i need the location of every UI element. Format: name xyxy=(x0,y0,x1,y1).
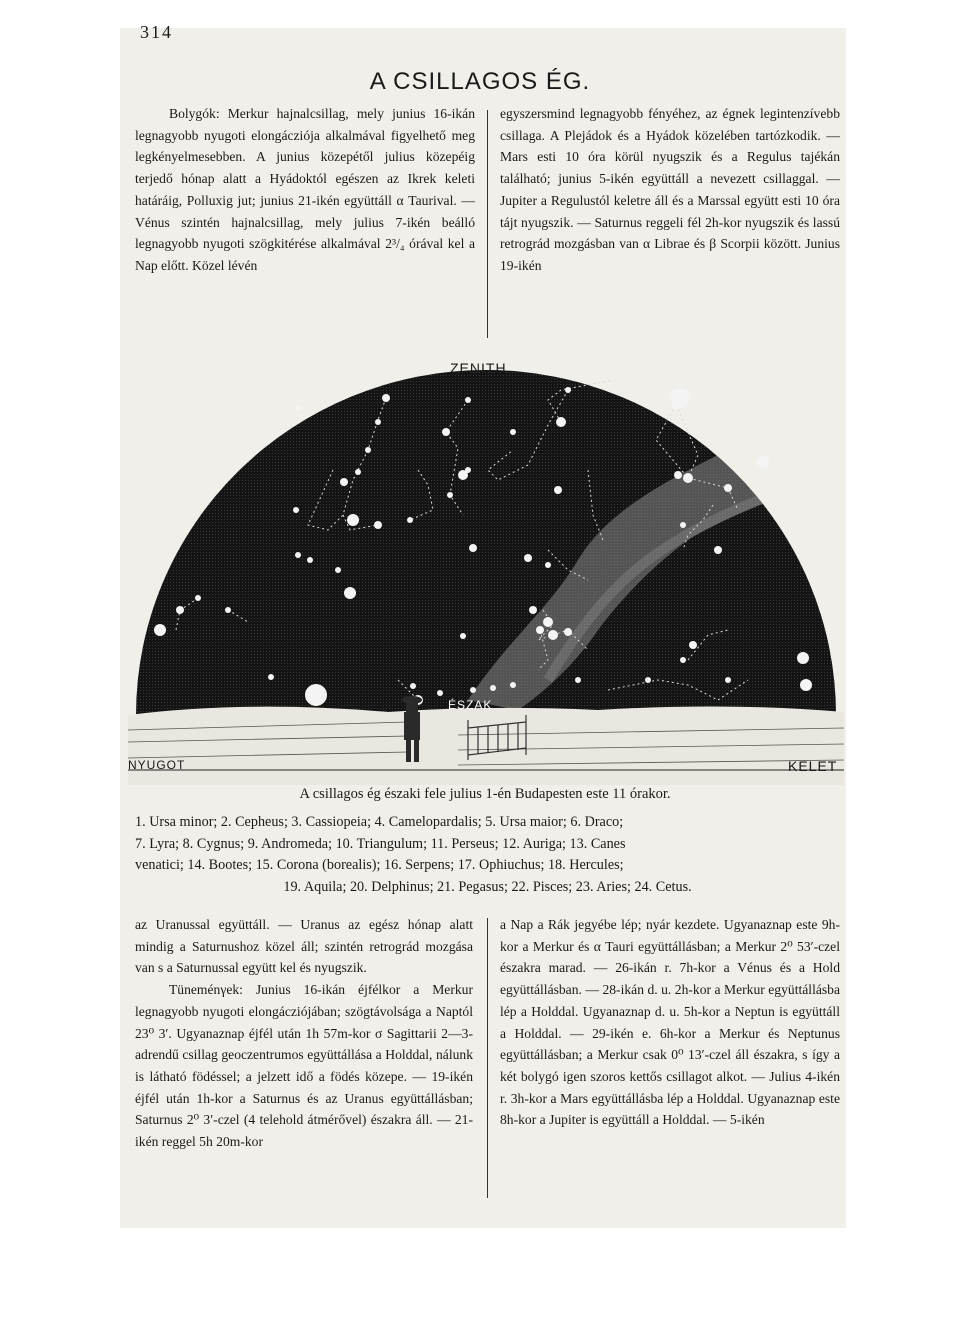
star xyxy=(295,405,301,411)
star xyxy=(307,557,313,563)
paragraph-uranus: az Uranussal együttáll. — Uranus az egész hónap alatt mindig a Saturnushoz közel áll; szintén retrográd mozgása van s a Saturnussal együtt kel és nyugszik. xyxy=(135,917,473,976)
star xyxy=(355,469,361,475)
star xyxy=(545,562,551,568)
star xyxy=(529,606,537,614)
star xyxy=(714,546,722,554)
label-north: ÉSZAK xyxy=(448,698,493,712)
star xyxy=(437,690,443,696)
star xyxy=(800,679,812,691)
star xyxy=(375,419,381,425)
legend-line: venatici; 14. Bootes; 15. Corona (borealis); 16. Serpens; 17. Ophiuchus; 18. Hercules; xyxy=(135,857,624,873)
bottom-right-column xyxy=(500,914,840,1131)
star xyxy=(645,677,651,683)
page-title: A CSILLAGOS ÉG. xyxy=(369,68,591,95)
star xyxy=(374,521,382,529)
star xyxy=(465,397,471,403)
star xyxy=(683,473,693,483)
paragraph-bolygok: Bolygók: Merkur hajnalcsillag, mely junius 16-ikán legnagyobb nyugoti elongácziója alkalmával figyelhető meg legkényelmesebben. A junius közepétől julius közepéig terjedő hónap alatt a Hyádoktól egészen az Ikrek keleti határáig, Polluxig jut; junius 21-ikén együttáll α Taurival. — Vénus szintén hajnalcsillag, mely julius 7-ikén beálló legnagyobb nyugoti szögkitérése alkalmával 2³/₄ órával kel a Nap előtt. Közel lévén xyxy=(135,106,475,273)
star xyxy=(725,677,731,683)
star xyxy=(565,387,571,393)
star xyxy=(225,607,231,613)
star xyxy=(757,456,769,468)
paragraph-tunemenyek: Tüneménγek: Junius 16-ikán éjfélkor a Merkur legnagyobb nyugoti elongácziójában; szögtávolsága a Naptól 23⁰ 3′. Ugyanaznap éjfél után 1h 57m-kor σ Sagittarii 2—3-adrendű csillag geoczentrumos együttállása a Holddal, nálunk is látható födéssel; a jelzett idő a födés közepe. — 19-ikén éjfél után 1h-kor a Saturnus és az Uranus együttállásban; Saturnus 2⁰ 3′-czel (4 telehold átmérővel) északra áll. — 21-ikén reggel 5h 20m-kor xyxy=(135,982,473,1150)
star xyxy=(548,630,558,640)
column-divider-top xyxy=(487,110,488,338)
star xyxy=(680,522,686,528)
page-number: 314 xyxy=(140,22,173,42)
star xyxy=(407,517,413,523)
label-west: NYUGOT xyxy=(128,758,186,772)
star xyxy=(575,677,581,683)
star xyxy=(490,685,496,691)
column-divider-bottom xyxy=(487,918,488,1198)
star xyxy=(293,507,299,513)
star xyxy=(543,617,553,627)
star xyxy=(176,606,184,614)
star xyxy=(295,552,301,558)
legend-line: 7. Lyra; 8. Cygnus; 9. Andromeda; 10. Triangulum; 11. Perseus; 12. Auriga; 13. Canes xyxy=(135,835,626,852)
legend-line: 19. Aquila; 20. Delphinus; 21. Pegasus; 22. Pisces; 23. Aries; 24. Cetus. xyxy=(283,878,692,895)
star xyxy=(382,394,390,402)
star xyxy=(410,683,416,689)
paragraph-rak: a Nap a Rák jegyébe lép; nyár kezdete. Ugyanaznap este 9h-kor a Merkur és α Tauri együttállásban; a Merkur 2⁰ 53′-czel északra marad. — 26-ikán r. 7h-kor a Vénus és a Hold együttállásban. — 28-ikán d. u. 2h-kor a Merkur együttállásba lép a Holddal. Ugyanaznap d. u. 5h-kor a Neptun is együttáll a Holddal. — 29-ikén e. 6h-kor a Merkur és Neptunus együttállásban; a Merkur csak 0⁰ 13′-czel áll északra, s így a két bolygó igen szoros kettős csillagot alkot. — Julius 4-ikén r. 3h-kor a Mars együttállásba lép a Holddal. Ugyanaznap este 8h-kor a Jupiter is együttáll a Holddal. — 5-ikén xyxy=(500,917,840,1128)
top-left-column xyxy=(135,103,475,277)
star-map-illustration xyxy=(128,360,844,785)
star xyxy=(674,471,682,479)
star xyxy=(536,626,544,634)
label-zenith: ZENITH xyxy=(450,360,507,376)
star xyxy=(554,486,562,494)
star xyxy=(797,652,809,664)
star xyxy=(442,428,450,436)
star xyxy=(458,470,468,480)
legend-line: 1. Ursa minor; 2. Cepheus; 3. Cassiopeia; 4. Camelopardalis; 5. Ursa maior; 6. Draco; xyxy=(135,814,624,830)
star xyxy=(305,684,327,706)
star-map-figure xyxy=(128,360,844,785)
star xyxy=(724,484,732,492)
star xyxy=(469,544,477,552)
star xyxy=(460,633,466,639)
bottom-left-column xyxy=(135,914,473,1153)
star xyxy=(447,492,453,498)
star xyxy=(556,417,566,427)
star xyxy=(670,388,690,408)
label-east: KELET xyxy=(788,758,838,774)
star xyxy=(680,657,686,663)
star xyxy=(154,624,166,636)
sky-dome xyxy=(136,370,836,715)
star xyxy=(344,587,356,599)
figure-caption: A csillagos ég északi fele julius 1-én Budapesten este 11 órakor. xyxy=(299,786,671,802)
star xyxy=(689,641,697,649)
paragraph-venus-cont: egyszersmind legnagyobb fényéhez, az égnek legintenzívebb csillaga. A Plejádok és a Hyádok közelében tartózkodik. — Mars esti 10 óra körül nyugszik és a Regulus tajékán található; junius 5-ikén együttáll a nevezett csillaggal. — Jupiter a Regulustól keletre áll és a Marssal együtt esti 10 óra tájt nyugszik. — Saturnus reggeli fél 2h-kor nyugszik és lassú retrográd mozgásban van α Librae és β Scorpii között. Junius 19-ikén xyxy=(500,106,840,273)
figure-legend xyxy=(135,812,840,898)
star xyxy=(340,478,348,486)
star xyxy=(524,554,532,562)
star xyxy=(470,687,476,693)
top-right-column xyxy=(500,103,840,277)
star xyxy=(335,567,341,573)
star xyxy=(347,514,359,526)
star xyxy=(195,595,201,601)
star xyxy=(365,447,371,453)
star xyxy=(510,682,516,688)
star xyxy=(268,674,274,680)
star xyxy=(564,628,572,636)
star xyxy=(510,429,516,435)
